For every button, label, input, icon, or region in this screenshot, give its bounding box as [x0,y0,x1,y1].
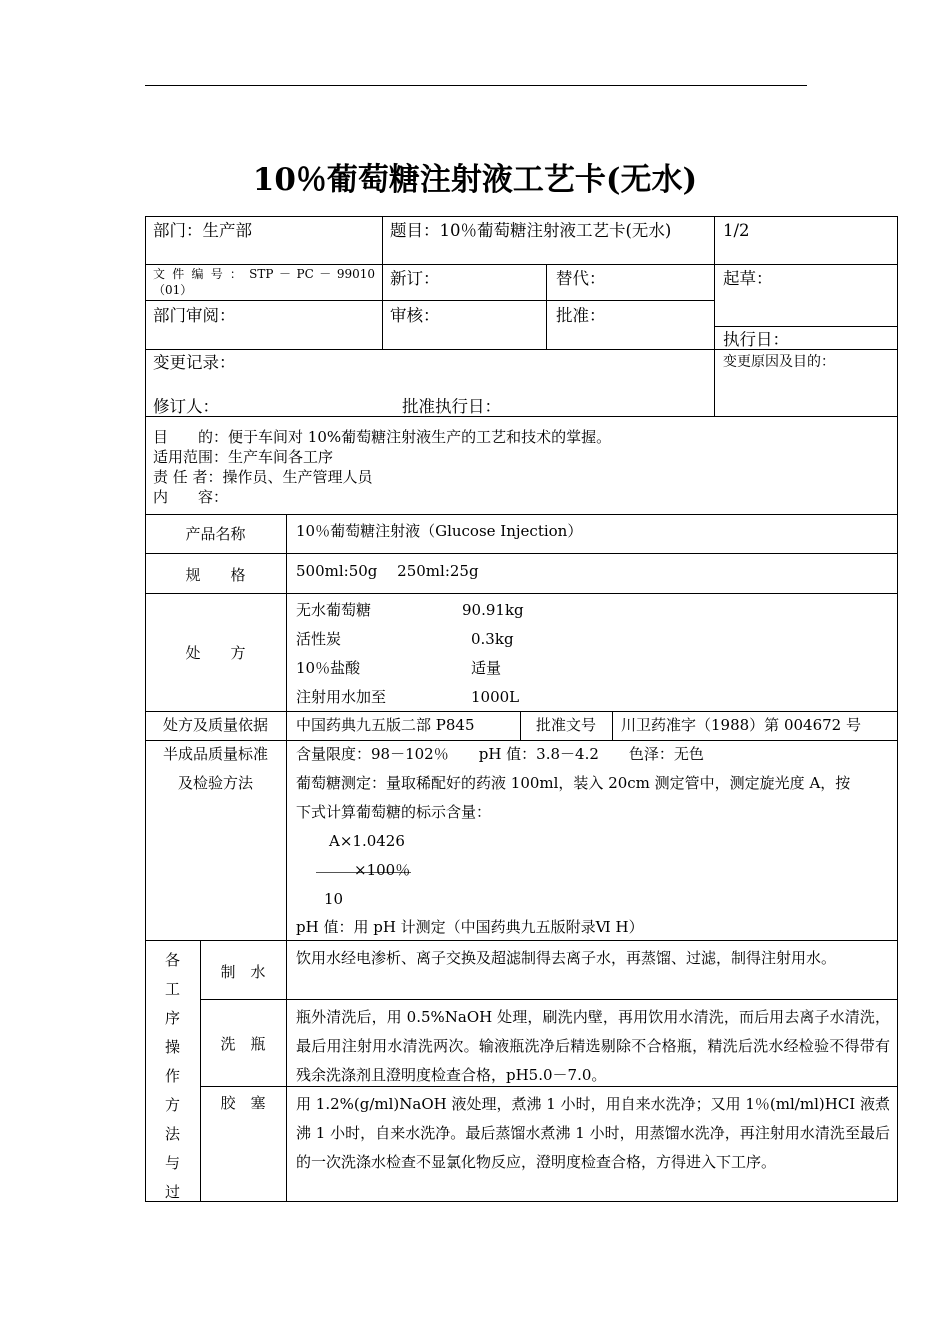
change-reason-label: 变更原因及目的： [723,354,835,370]
dept-review-label: 部门审阅： [153,306,236,325]
responsible-line: 责 任 者：操作员、生产管理人员 [153,468,373,486]
approve-label: 批准： [556,306,606,325]
approval-value: 川卫药准字（1988）第 004672 号 [621,716,861,734]
step-name: 胶 塞 [220,1094,266,1112]
purpose-line: 目 的：便于车间对 10%葡萄糖注射液生产的工艺和技术的掌握。 [153,428,612,446]
replace-label: 替代： [556,269,606,288]
formula-item-amount: 适量 [471,659,502,677]
step-name: 洗 瓶 [220,1035,266,1053]
content-line: 内 容： [153,488,229,506]
step-text: 用 1.2%(g/ml)NaOH 液处理，煮沸 1 小时，用自来水洗净；又用 1％(ml/ml)HCI 液煮沸 1 小时，自来水洗净。最后蒸馏水煮沸 1 小时，用蒸馏水洗净，再注射用水清洗至最后的一次洗涤水检查不显氯化物反应，澄明度检查合格，方得进入下工序。 [296,1095,890,1171]
semi-label: 半成品质量标准 [162,745,268,763]
formula-label: 处 方 [185,644,246,662]
step-text: 瓶外清洗后，用 0.5%NaOH 处理，刷洗内壁，再用饮用水清洗，而后用去离子水清洗，最后用注射用水清洗两次。输液瓶洗净后精选剔除不合格瓶，精洗后洗水经检验不得带有残余洗涤剂且澄明度检查合格，pH5.0－7.0。 [296,1008,890,1084]
audit-label: 审核： [390,306,440,325]
document-title: 10％葡萄糖注射液工艺卡(无水) [252,162,698,198]
page-number: 1/2 [723,221,750,240]
step-name: 制 水 [220,963,266,981]
semi-line: 葡萄糖测定：量取稀配好的药液 100ml，装入 20cm 测定管中，测定旋光度 A，按 [296,774,851,792]
approval-label: 批准文号 [535,716,596,734]
spec-label: 规 格 [185,566,246,584]
spec-value: 500ml:50g 250ml:25g [296,562,479,580]
semi-line: pH 值：用 pH 计测定（中国药典九五版附录Ⅵ H） [296,918,644,936]
formula-multiplier: ×100％ [354,861,411,879]
formula-item-name: 注射用水加至 [296,688,387,706]
formula-item-amount: 0.3kg [471,630,514,648]
header-rule [145,85,807,86]
basis-label: 处方及质量依据 [162,716,268,734]
dept-label: 部门：生产部 [153,221,252,240]
approve-effective-label: 批准执行日： [402,397,501,416]
formula-numerator: A×1.0426 [329,832,405,850]
process-side-label: 各 工 序 操 作 方 法 与 过 [164,951,180,1201]
doc-number: 文 件 编 号 ： STP － PC － 99010（01） [153,267,375,297]
semi-label: 及检验方法 [177,774,253,792]
product-name-label: 产品名称 [185,525,246,543]
formula-item-amount: 1000L [471,688,520,706]
step-text: 饮用水经电渗析、离子交换及超滤制得去离子水，再蒸馏、过滤，制得注射用水。 [296,949,837,967]
change-record-label: 变更记录： [153,353,236,372]
semi-line: 下式计算葡萄糖的标示含量： [296,803,492,821]
scope-line: 适用范围：生产车间各工序 [153,448,334,466]
new-label: 新订： [390,269,440,288]
product-name-value: 10％葡萄糖注射液（Glucose Injection） [296,522,583,540]
basis-value: 中国药典九五版二部 P845 [296,716,475,734]
semi-line: 含量限度：98－102％ pH 值：3.8－4.2 色泽：无色 [296,745,704,763]
formula-denominator: 10 [324,890,344,908]
header-table [145,216,898,417]
formula-item-name: 活性炭 [296,630,342,648]
effective-label: 执行日： [723,330,789,349]
reviser-label: 修订人： [153,397,219,416]
formula-item-amount: 90.91kg [462,601,524,619]
formula-item-name: 无水葡萄糖 [296,601,372,619]
subject-label: 题目：10％葡萄糖注射液工艺卡(无水) [390,221,672,240]
formula-item-name: 10％盐酸 [296,659,361,677]
draft-label: 起草： [723,269,773,288]
